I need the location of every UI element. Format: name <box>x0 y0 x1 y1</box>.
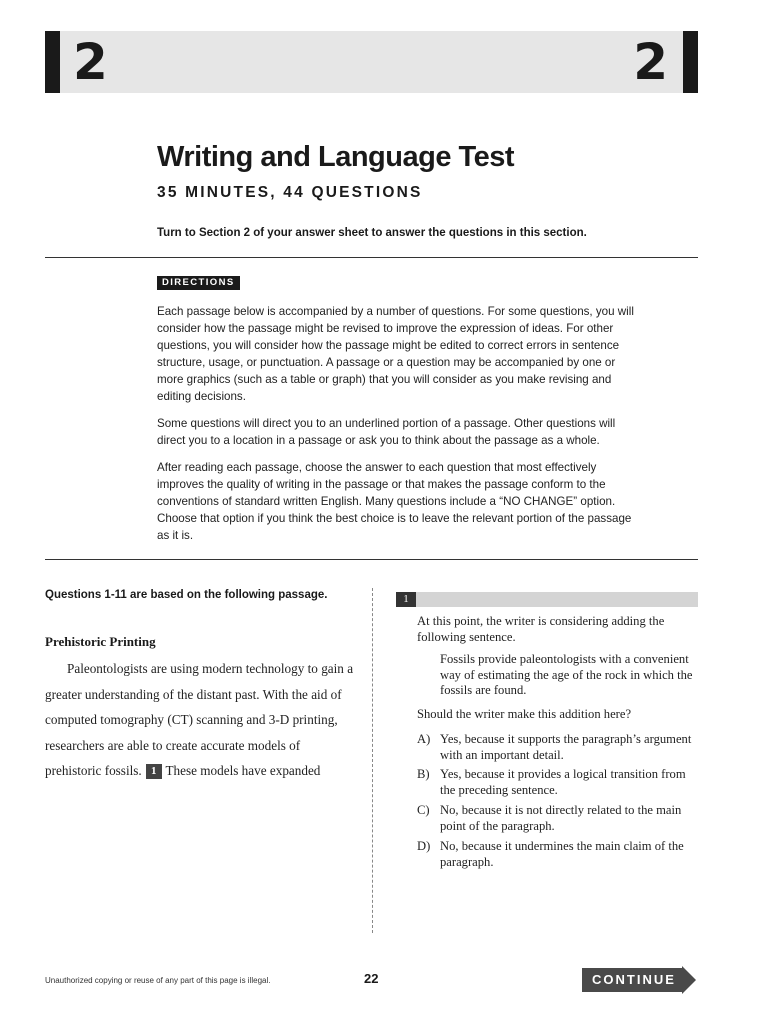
copyright-notice: Unauthorized copying or reuse of any part of this page is illegal. <box>45 976 271 985</box>
continue-arrow <box>582 966 696 994</box>
divider-top <box>45 257 698 258</box>
question-number: 1 <box>396 592 416 607</box>
header-right-bar <box>683 31 698 93</box>
option-text: No, because it is not directly related to the main point of the paragraph. <box>440 803 682 833</box>
passage-text-continued: These models have expanded <box>165 763 321 779</box>
option-letter: B) <box>417 767 430 781</box>
option-text: No, because it undermines the main claim of the paragraph. <box>440 839 684 869</box>
passage-title: Prehistoric Printing <box>45 634 156 649</box>
directions-badge: DIRECTIONS <box>157 276 240 290</box>
directions-paragraph: Each passage below is accompanied by a number of questions. For some questions, you will consider how the passage might be revised to improve the expression of ideas. For other questions, you will consider how the passage might be edited to correct errors in sentence structure, usage, or punctuation. A passage or a question may be accompanied by one or more graphics (such as a table or graph) that you will consider as you make revising and editing decisions. <box>157 305 634 403</box>
question-quote: Fossils provide paleontologists with a convenient way of estimating the age of the rock in which the fossils are found. <box>440 652 693 697</box>
section-number-left: 2 <box>73 33 108 91</box>
section-number-right: 2 <box>633 33 668 91</box>
section-instruction: Turn to Section 2 of your answer sheet to answer the questions in this section. <box>157 227 587 239</box>
directions-paragraph: After reading each passage, choose the answer to each question that most effectively improves the quality of writing in the passage or that makes the passage conform to the conventions of standard written English. Many questions include a “NO CHANGE” option. Choose that option if you think the best choice is to leave the relevant portion of the passage as it is. <box>157 461 632 542</box>
option-letter: A) <box>417 732 431 746</box>
directions-text <box>157 303 642 554</box>
option-letter: D) <box>417 839 431 853</box>
section-header-band <box>45 31 698 93</box>
question-marker[interactable]: 1 <box>146 764 162 779</box>
passage-body <box>45 656 355 784</box>
directions-paragraph: Some questions will direct you to an underlined portion of a passage. Other questions will direct you to a location in a passage or ask you to think about the passage as a whole. <box>157 417 616 447</box>
question-header-bar <box>396 592 698 607</box>
divider-bottom <box>45 559 698 560</box>
column-divider <box>372 588 373 933</box>
question-ask: Should the writer make this addition here? <box>417 707 632 721</box>
option-text: Yes, because it supports the paragraph’s argument with an important detail. <box>440 732 692 762</box>
continue-label: CONTINUE <box>592 972 676 987</box>
passage-heading: Questions 1-11 are based on the following passage. <box>45 589 328 601</box>
arrow-right-icon <box>682 966 696 994</box>
passage-text: Paleontologists are using modern technology to gain a greater understanding of the distant past. With the aid of computed tomography (CT) scanning and 3-D printing, researchers are able to create accurate models of prehistoric fossils. <box>45 661 354 779</box>
question-stem: At this point, the writer is considering adding the following sentence. <box>417 614 665 644</box>
option-text: Yes, because it provides a logical transition from the preceding sentence. <box>440 767 686 797</box>
page-subtitle: 35 MINUTES, 44 QUESTIONS <box>157 184 423 201</box>
option-letter: C) <box>417 803 430 817</box>
header-left-bar <box>45 31 60 93</box>
page-number: 22 <box>364 971 379 986</box>
page-title: Writing and Language Test <box>157 141 514 173</box>
